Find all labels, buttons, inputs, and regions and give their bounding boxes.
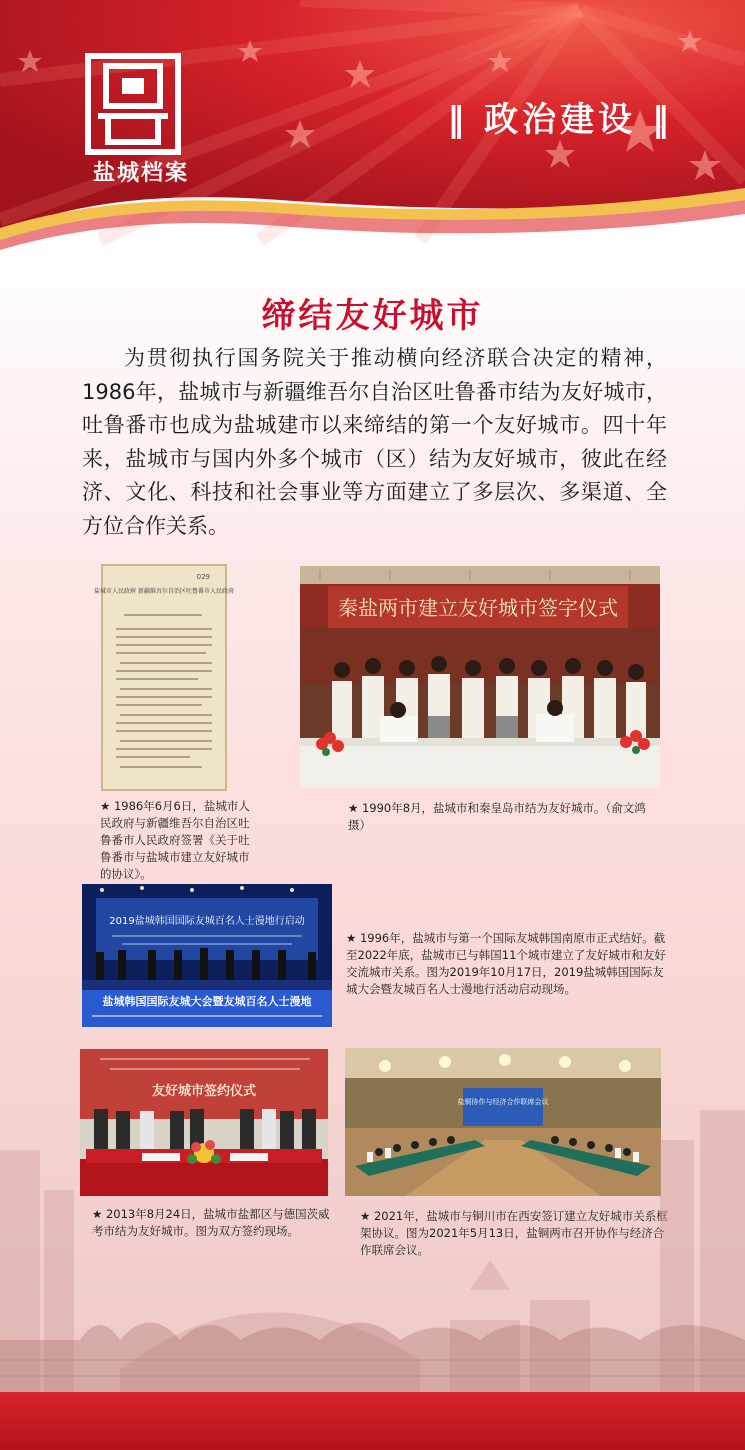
footer-band — [0, 1392, 745, 1450]
caption-1986: ★ 1986年6月6日，盐城市人民政府与新疆维吾尔自治区吐鲁番市人民政府签署《关于吐鲁番市与盐城市建立友好城市的协议》。 — [100, 799, 250, 881]
logo-text: 盐城档案 — [92, 161, 189, 186]
intro-paragraph: 为贯彻执行国务院关于推动横向经济联合决定的精神，1986年，盐城市与新疆维吾尔自治区吐鲁番市结为友好城市，吐鲁番市也成为盐城建市以来缔结的第一个友好城市。四十年来，盐城市与国内外多个城市（区）结为友好城市，彼此在经济、文化、科技和社会事业等方面建立了多层次、多渠道、全方位合作关系。 — [82, 346, 667, 538]
photo-1990-qinhuangdao-signing — [300, 566, 660, 788]
doc-number: 029 — [196, 573, 210, 581]
screen-text: 2019盐城韩国国际友城百名人士漫地行启动 — [109, 916, 305, 927]
logo — [86, 54, 196, 194]
stage-banner: 盐城韩国国际友城大会暨友城百名人士漫地 — [102, 995, 312, 1008]
caption-2013: ★ 2013年8月24日，盐城市盐都区与德国茨威考市结为友好城市。图为双方签约现场。 — [92, 1207, 330, 1238]
doc-heading: 盐城市人民政府 新疆维吾尔自治区吐鲁番市人民政府 — [94, 588, 234, 595]
caption-1990: ★ 1990年8月，盐城市和秦皇岛市结为友好城市。（俞文鸿 摄） — [348, 801, 646, 832]
archive-seal-icon — [86, 54, 180, 154]
section-tag: ‖ 政治建设 ‖ — [447, 100, 673, 140]
caption-2019: ★ 1996年，盐城市与第一个国际友城韩国南原市正式结好。截至2022年底，盐城市已与韩国11个城市建立了友好城市和友好交流城市关系。图为2019年10月17日，2019盐城韩国国际友城大会暨友城百名人士漫地行活动启动现场。 — [346, 931, 666, 996]
signing-banner: 秦盐两市建立友好城市签字仪式 — [338, 596, 618, 620]
header-banner — [0, 0, 745, 240]
screen-text: 盐铜协作与经济合作联席会议 — [457, 1098, 549, 1106]
caption-2021: ★ 2021年，盐城市与铜川市在西安签订建立友好城市关系框架协议。图为2021年5月13日，盐铜两市召开协作与经济合作联席会议。 — [360, 1209, 668, 1257]
photo-1986-agreement-document — [94, 565, 234, 790]
photo-2019-korea-friendship-conference — [82, 884, 332, 1027]
page-title: 缔结友好城市 — [261, 296, 484, 336]
signing-banner: 友好城市签约仪式 — [151, 1084, 257, 1099]
